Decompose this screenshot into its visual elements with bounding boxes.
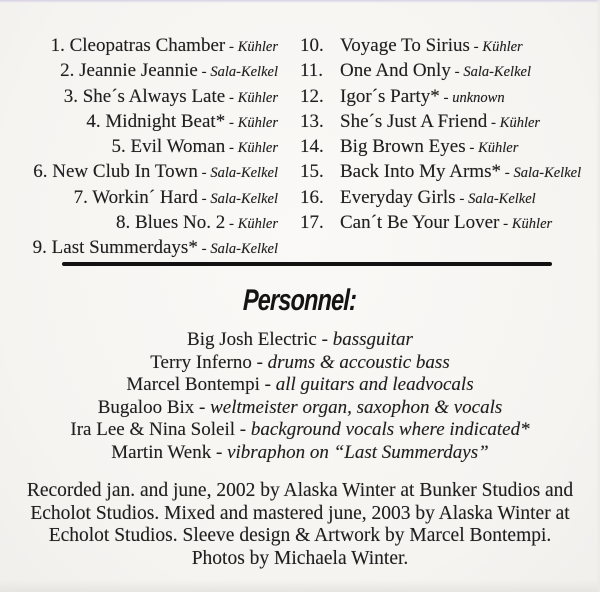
track-item xyxy=(0,85,278,110)
personnel-role: vibraphon on “Last Summerdays” xyxy=(227,441,489,463)
track-number: 1. xyxy=(50,35,65,56)
tracklist-right-column xyxy=(300,34,600,262)
track-title: Voyage To Sirius xyxy=(340,35,470,56)
section-divider-rule xyxy=(62,262,552,266)
track-number: 16. xyxy=(300,186,324,208)
track-number: 2. xyxy=(60,60,75,82)
personnel-name: Martin Wenk xyxy=(111,441,212,463)
track-number: 13. xyxy=(300,110,324,132)
track-separator: - xyxy=(439,89,453,106)
track-item xyxy=(0,186,278,211)
track-item xyxy=(0,160,278,185)
track-number: 12. xyxy=(300,85,324,107)
track-separator: - xyxy=(225,140,238,157)
track-item xyxy=(300,34,600,59)
personnel-member xyxy=(0,442,600,465)
track-composer: Sala-Kelkel xyxy=(463,64,531,81)
track-item xyxy=(300,160,600,185)
track-composer: unknown xyxy=(452,89,505,106)
track-composer: Kühler xyxy=(478,140,519,157)
track-composer: Kühler xyxy=(237,89,278,106)
track-composer: Sala-Kelkel xyxy=(513,165,582,182)
tracklist-left-column xyxy=(0,34,278,262)
personnel-role: all guitars and leadvocals xyxy=(275,374,474,396)
personnel-name: Ira Lee & Nina Soleil xyxy=(70,419,235,441)
track-number: 6. xyxy=(33,161,48,183)
personnel-member xyxy=(0,374,600,397)
personnel-heading-text: Personnel: xyxy=(242,284,358,317)
scan-edge-right xyxy=(596,0,600,592)
track-title: Midnight Beat* xyxy=(105,110,226,132)
track-item xyxy=(300,110,600,135)
track-separator: - xyxy=(455,190,469,207)
track-number: 11. xyxy=(300,60,324,82)
track-number: 15. xyxy=(300,161,324,183)
personnel-separator: - xyxy=(316,329,333,350)
track-item xyxy=(0,59,278,84)
track-title: She´s Always Late xyxy=(82,85,226,107)
personnel-separator: - xyxy=(259,374,276,396)
track-separator: - xyxy=(450,64,464,81)
track-separator: - xyxy=(499,216,512,233)
track-number: 14. xyxy=(300,136,324,158)
credits-line: Echolot Studios. Sleeve design & Artwork by Marcel Bontempi. xyxy=(48,525,552,547)
personnel-member xyxy=(0,397,600,420)
track-title: She´s Just A Friend xyxy=(340,110,488,132)
personnel-role: background vocals where indicated* xyxy=(250,419,530,441)
track-separator: - xyxy=(225,39,238,55)
track-number: 8. xyxy=(115,212,131,234)
track-item xyxy=(0,135,278,160)
personnel-separator: - xyxy=(211,441,228,463)
personnel-name: Marcel Bontempi xyxy=(126,374,260,396)
track-title: Last Summerdays* xyxy=(51,237,198,259)
scan-edge-bottom xyxy=(0,580,600,592)
track-separator: - xyxy=(500,165,514,182)
track-composer: Kühler xyxy=(237,114,278,131)
personnel-name: Bugaloo Bix xyxy=(97,396,195,418)
credits-line: Echolot Studios. Mixed and mastered june, 2003 by Alaska Winter at xyxy=(30,502,570,524)
track-number: 3. xyxy=(63,85,78,107)
track-item xyxy=(300,85,600,110)
track-separator: - xyxy=(469,39,483,55)
personnel-member xyxy=(0,419,600,442)
track-title: Back Into My Arms* xyxy=(340,161,501,183)
track-item xyxy=(0,211,278,236)
personnel-name: Big Josh Electric xyxy=(187,329,317,350)
track-composer: Kühler xyxy=(482,39,523,55)
track-separator: - xyxy=(487,114,500,131)
personnel-member xyxy=(0,329,600,352)
track-separator: - xyxy=(225,114,238,131)
track-composer: Kühler xyxy=(237,140,278,157)
track-number: 5. xyxy=(111,136,126,158)
personnel-role: drums & accoustic bass xyxy=(267,351,450,373)
track-item xyxy=(300,59,600,84)
track-title: One And Only xyxy=(340,60,451,82)
track-composer: Sala-Kelkel xyxy=(468,190,536,207)
track-item xyxy=(0,34,278,59)
track-separator: - xyxy=(197,64,211,81)
personnel-name: Terry Inferno xyxy=(150,351,252,373)
personnel-separator: - xyxy=(235,419,251,441)
credits-paragraph xyxy=(0,480,600,571)
personnel-role: bassguitar xyxy=(332,329,413,350)
track-number: 10. xyxy=(300,35,324,56)
personnel-separator: - xyxy=(194,396,211,418)
track-title: Workin´ Hard xyxy=(92,186,198,208)
track-composer: Sala-Kelkel xyxy=(210,190,278,207)
personnel-list xyxy=(0,329,600,465)
personnel-separator: - xyxy=(251,351,268,373)
track-composer: Sala-Kelkel xyxy=(210,165,278,182)
track-item xyxy=(0,110,278,135)
track-number: 17. xyxy=(300,212,324,234)
personnel-role: weltmeister organ, saxophon & vocals xyxy=(210,396,503,418)
track-composer: Kühler xyxy=(499,114,541,131)
scan-edge-top xyxy=(0,0,600,3)
track-title: Big Brown Eyes xyxy=(340,136,466,158)
track-number: 9. xyxy=(32,237,47,259)
track-composer: Sala-Kelkel xyxy=(210,241,278,258)
track-composer: Sala-Kelkel xyxy=(210,64,278,81)
credits-line: Recorded jan. and june, 2002 by Alaska Winter at Bunker Studios and xyxy=(26,480,574,501)
track-composer: Kühler xyxy=(237,216,278,233)
track-composer: Kühler xyxy=(237,39,278,55)
track-title: New Club In Town xyxy=(52,161,198,183)
track-number: 4. xyxy=(86,110,101,132)
track-title: Blues No. 2 xyxy=(134,212,226,234)
track-number: 7. xyxy=(73,186,88,208)
track-title: Igor´s Party* xyxy=(340,85,440,107)
track-title: Jeannie Jeannie xyxy=(79,60,198,82)
track-separator: - xyxy=(197,165,211,182)
track-separator: - xyxy=(465,140,479,157)
track-item xyxy=(300,186,600,211)
track-item xyxy=(300,135,600,160)
personnel-member xyxy=(0,352,600,375)
track-separator: - xyxy=(197,190,211,207)
track-separator: - xyxy=(225,216,238,233)
track-item xyxy=(300,211,600,236)
track-title: Evil Woman xyxy=(130,136,226,158)
track-separator: - xyxy=(197,241,211,258)
personnel-heading xyxy=(0,284,600,318)
tracklist xyxy=(0,34,600,262)
track-separator: - xyxy=(225,89,238,106)
track-item xyxy=(0,236,278,261)
track-title: Cleopatras Chamber xyxy=(69,35,226,56)
credits-line: Photos by Michaela Winter. xyxy=(191,548,409,570)
track-title: Can´t Be Your Lover xyxy=(340,212,500,234)
track-composer: Kühler xyxy=(511,216,553,233)
track-title: Everyday Girls xyxy=(340,186,456,208)
